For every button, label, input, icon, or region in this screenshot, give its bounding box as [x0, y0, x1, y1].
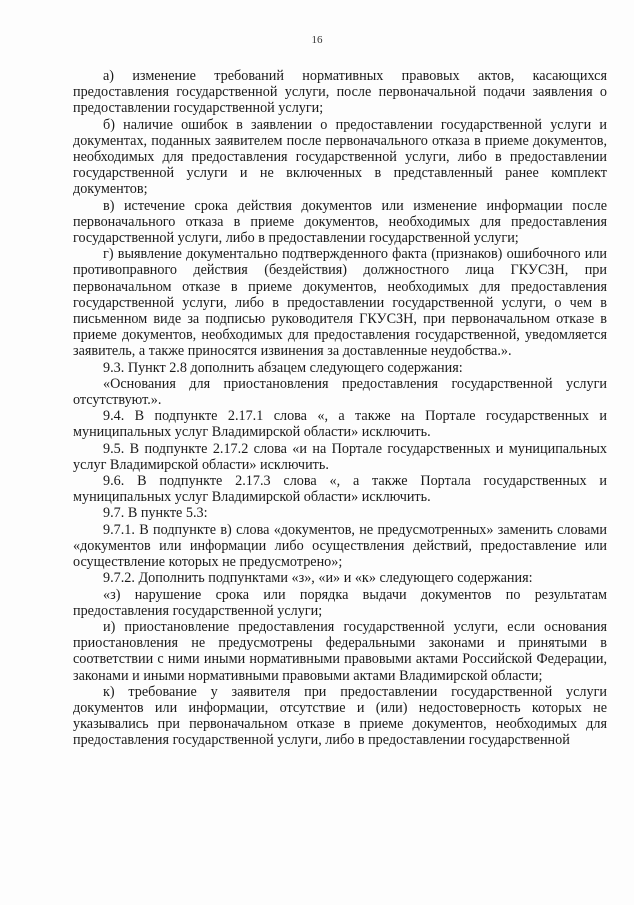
- paragraph-item-z: «з) нарушение срока или порядка выдачи документов по результатам предоставления государственной услуги;: [73, 586, 607, 619]
- paragraph-item-a: а) изменение требований нормативных правовых актов, касающихся предоставления государственной услуги, после первоначальной подачи заявления о предоставлении государственной услуги;: [73, 68, 607, 117]
- paragraph-9-6: 9.6. В подпункте 2.17.3 слова «, а также Портала государственных и муниципальных услуг Владимирской области» исключить.: [73, 473, 607, 506]
- paragraph-item-k: к) требование у заявителя при предоставлении государственной услуги документов или информации, отсутствие и (или) недостоверность которых не указывались при первоначальном отказе в приеме документов, необходимых для предоставления государственной услуги, либо в предоставлении государственной: [73, 683, 607, 749]
- paragraph-9-3: 9.3. Пункт 2.8 дополнить абзацем следующего содержания:: [103, 359, 463, 376]
- paragraph-item-b: б) наличие ошибок в заявлении о предоставлении государственной услуги и документах, поданных заявителем после первоначального отказа в приеме документов, необходимых для предоставления государственной услуги, либо в предоставлении государственной услуги и не включенных в представленный ранее комплект документов;: [73, 116, 607, 198]
- paragraph-item-g: г) выявление документально подтвержденного факта (признаков) ошибочного или противоправного действия (бездействия) должностного лица ГКУСЗН, при первоначальном отказе в приеме документов, необходимых для предоставления государственной услуги, либо в предоставлении государственной услуги, о чем в письменном виде за подписью руководителя ГКУСЗН, при первоначальном отказе в приеме документов, необходимых для предоставления государственной, уведомляется заявитель, а также приносятся извинения за доставленные неудобства.».: [73, 246, 607, 360]
- document-body: [73, 68, 607, 749]
- page-number: 16: [311, 34, 323, 46]
- paragraph-item-v: в) истечение срока действия документов или изменение информации после первоначального отказа в приеме документов, необходимых для предоставления государственной услуги, либо в предоставлении государственной услуги;: [73, 197, 607, 247]
- paragraph-9-7-2: 9.7.2. Дополнить подпунктами «з», «и» и «к» следующего содержания:: [103, 570, 533, 587]
- paragraph-quote-grounds: «Основания для приостановления предоставления государственной услуги отсутствуют.».: [73, 375, 607, 409]
- paragraph-9-7: 9.7. В пункте 5.3:: [103, 505, 208, 522]
- paragraph-item-i: и) приостановление предоставления государственной услуги, если основания приостановления не предусмотрены федеральными законами и принятыми в соответствии с ними иными нормативными правовыми актами Российской Федерации, законами и иными нормативными правовыми актами Владимирской области;: [73, 618, 607, 684]
- paragraph-9-5: 9.5. В подпункте 2.17.2 слова «и на Портале государственных и муниципальных услуг Владимирской области» исключить.: [73, 440, 607, 473]
- paragraph-9-4: 9.4. В подпункте 2.17.1 слова «, а также на Портале государственных и муниципальных услуг Владимирской области» исключить.: [73, 408, 607, 441]
- paragraph-9-7-1: 9.7.1. В подпункте в) слова «документов, не предусмотренных» заменить словами «документов или информации либо осуществления действий, предоставление или осуществление которых не предусмотрено»;: [73, 521, 607, 571]
